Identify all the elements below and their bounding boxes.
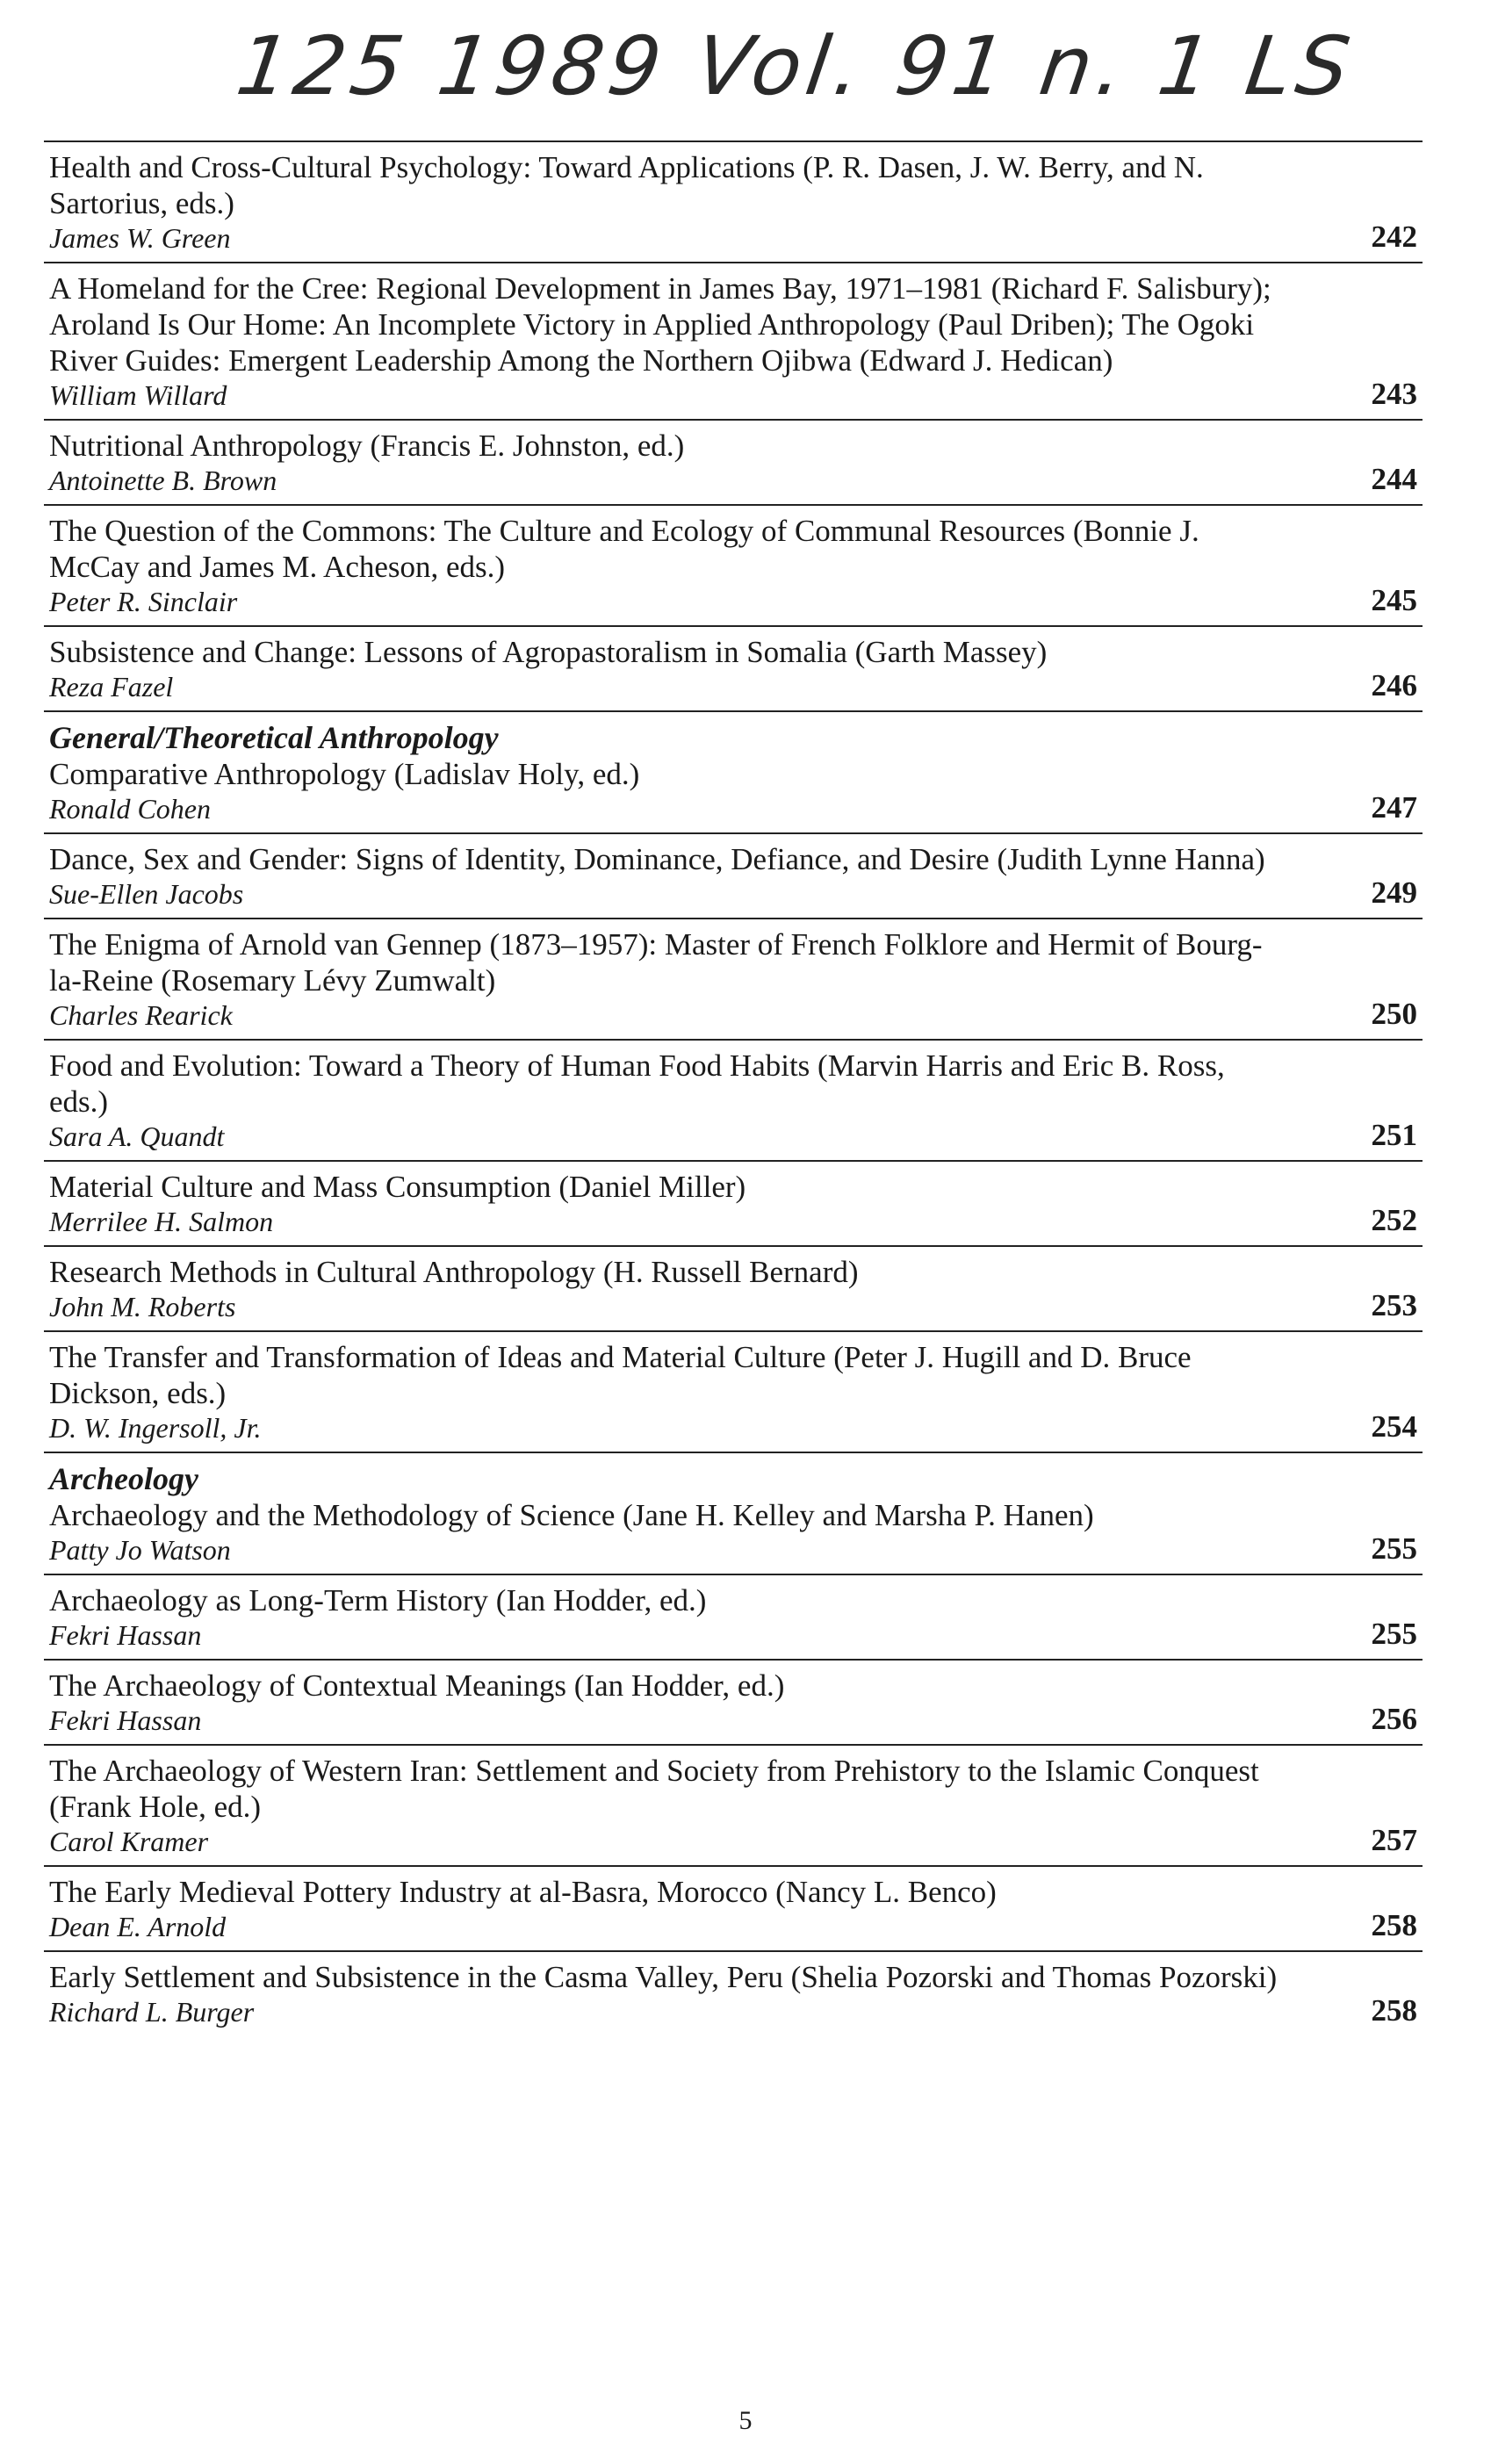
toc-entry (44, 506, 1423, 627)
entry-reviewer: Patty Jo Watson (49, 1534, 231, 1566)
toc-entry (44, 421, 1423, 506)
toc-entry (44, 1661, 1423, 1746)
entry-title: Health and Cross-Cultural Psychology: Toward Applications (P. R. Dasen, J. W. Berry, and N. Sartorius, eds.) (49, 150, 1204, 220)
entry-reviewer: Ronald Cohen (49, 793, 211, 825)
entry-title: Material Culture and Mass Consumption (Daniel Miller) (49, 1170, 746, 1204)
entry-title: The Enigma of Arnold van Gennep (1873–1957): Master of French Folklore and Hermit of Bourg-la-Reine (Rosemary Lévy Zumwalt) (49, 927, 1263, 998)
entry-page-number: 243 (1371, 377, 1417, 411)
entry-page-number: 258 (1371, 1993, 1417, 2028)
entry-reviewer: James W. Green (49, 222, 231, 254)
handwritten-annotation: 125 1989 Vol. 91 n. 1 LS (231, 19, 1361, 113)
entry-reviewer: Peter R. Sinclair (49, 586, 238, 617)
entry-page-number: 258 (1371, 1908, 1417, 1942)
toc-entry (44, 712, 1423, 834)
entry-title: Dance, Sex and Gender: Signs of Identity, Dominance, Defiance, and Desire (Judith Lynne Hanna) (49, 842, 1265, 876)
entry-page-number: 255 (1371, 1531, 1417, 1566)
toc-entry (44, 1746, 1423, 1867)
entry-title: Comparative Anthropology (Ladislav Holy, ed.) (49, 757, 640, 791)
entry-reviewer: Fekri Hassan (49, 1619, 202, 1651)
toc-entry (44, 1162, 1423, 1247)
entry-title: Archaeology as Long-Term History (Ian Hodder, ed.) (49, 1583, 707, 1617)
section-heading: Archeology (49, 1461, 198, 1496)
entry-page-number: 256 (1371, 1702, 1417, 1736)
entry-page-number: 257 (1371, 1823, 1417, 1857)
entry-reviewer: Charles Rearick (49, 999, 233, 1031)
toc-entry (44, 1332, 1423, 1453)
entry-reviewer: Sue-Ellen Jacobs (49, 878, 244, 910)
entry-page-number: 252 (1371, 1203, 1417, 1237)
entry-reviewer: Merrilee H. Salmon (49, 1206, 274, 1237)
entry-reviewer: D. W. Ingersoll, Jr. (49, 1412, 262, 1444)
entry-title: The Early Medieval Pottery Industry at al-Basra, Morocco (Nancy L. Benco) (49, 1875, 997, 1909)
toc-entry (44, 1575, 1423, 1661)
toc-entry (44, 1867, 1423, 1952)
entry-reviewer: Reza Fazel (49, 671, 174, 702)
entry-reviewer: Dean E. Arnold (49, 1911, 227, 1942)
entry-title: A Homeland for the Cree: Regional Development in James Bay, 1971–1981 (Richard F. Salisbury); Aroland Is Our Home: An Incomplete Victory in Applied Anthropology (Paul Driben); The Ogoki River Guides: Emergent Leadership Among the Northern Ojibwa (Edward J. Hedican) (49, 271, 1271, 378)
entry-reviewer: Richard L. Burger (49, 1996, 255, 2028)
entry-page-number: 244 (1371, 462, 1417, 496)
entry-reviewer: Sara A. Quandt (49, 1120, 225, 1152)
entry-page-number: 254 (1371, 1409, 1417, 1444)
toc-entry (44, 919, 1423, 1041)
entry-page-number: 242 (1371, 220, 1417, 254)
entry-reviewer: William Willard (49, 379, 227, 411)
entry-title: The Archaeology of Western Iran: Settlement and Society from Prehistory to the Islamic Conquest (Frank Hole, ed.) (49, 1754, 1259, 1824)
entry-reviewer: John M. Roberts (49, 1291, 236, 1322)
entry-title: The Transfer and Transformation of Ideas and Material Culture (Peter J. Hugill and D. Bruce Dickson, eds.) (49, 1340, 1192, 1410)
table-of-contents (44, 140, 1423, 2035)
entry-reviewer: Carol Kramer (49, 1826, 209, 1857)
entry-title: Subsistence and Change: Lessons of Agropastoralism in Somalia (Garth Massey) (49, 635, 1048, 669)
entry-title: The Archaeology of Contextual Meanings (Ian Hodder, ed.) (49, 1668, 785, 1703)
entry-page-number: 251 (1371, 1118, 1417, 1152)
toc-entry (44, 1453, 1423, 1575)
entry-page-number: 245 (1371, 583, 1417, 617)
page-number: 5 (738, 2406, 753, 2435)
entry-title: The Question of the Commons: The Culture and Ecology of Communal Resources (Bonnie J. McCay and James M. Acheson, eds.) (49, 514, 1199, 584)
entry-title: Early Settlement and Subsistence in the Casma Valley, Peru (Shelia Pozorski and Thomas Pozorski) (49, 1960, 1278, 1994)
entry-title: Nutritional Anthropology (Francis E. Johnston, ed.) (49, 429, 685, 463)
entry-page-number: 247 (1371, 790, 1417, 825)
entry-reviewer: Fekri Hassan (49, 1704, 202, 1736)
toc-entry (44, 627, 1423, 712)
toc-entry (44, 1041, 1423, 1162)
toc-entry (44, 834, 1423, 919)
entry-reviewer: Antoinette B. Brown (49, 465, 277, 496)
toc-entry (44, 1952, 1423, 2035)
entry-title: Food and Evolution: Toward a Theory of Human Food Habits (Marvin Harris and Eric B. Ross, eds.) (49, 1048, 1225, 1119)
entry-title: Archaeology and the Methodology of Science (Jane H. Kelley and Marsha P. Hanen) (49, 1498, 1094, 1532)
entry-page-number: 253 (1371, 1288, 1417, 1322)
entry-page-number: 249 (1371, 875, 1417, 910)
entry-page-number: 246 (1371, 668, 1417, 702)
toc-entry (44, 263, 1423, 421)
entry-title: Research Methods in Cultural Anthropology (H. Russell Bernard) (49, 1255, 859, 1289)
entry-page-number: 255 (1371, 1617, 1417, 1651)
entry-page-number: 250 (1371, 997, 1417, 1031)
toc-entry (44, 1247, 1423, 1332)
section-heading: General/Theoretical Anthropology (49, 720, 499, 755)
toc-entry (44, 142, 1423, 263)
